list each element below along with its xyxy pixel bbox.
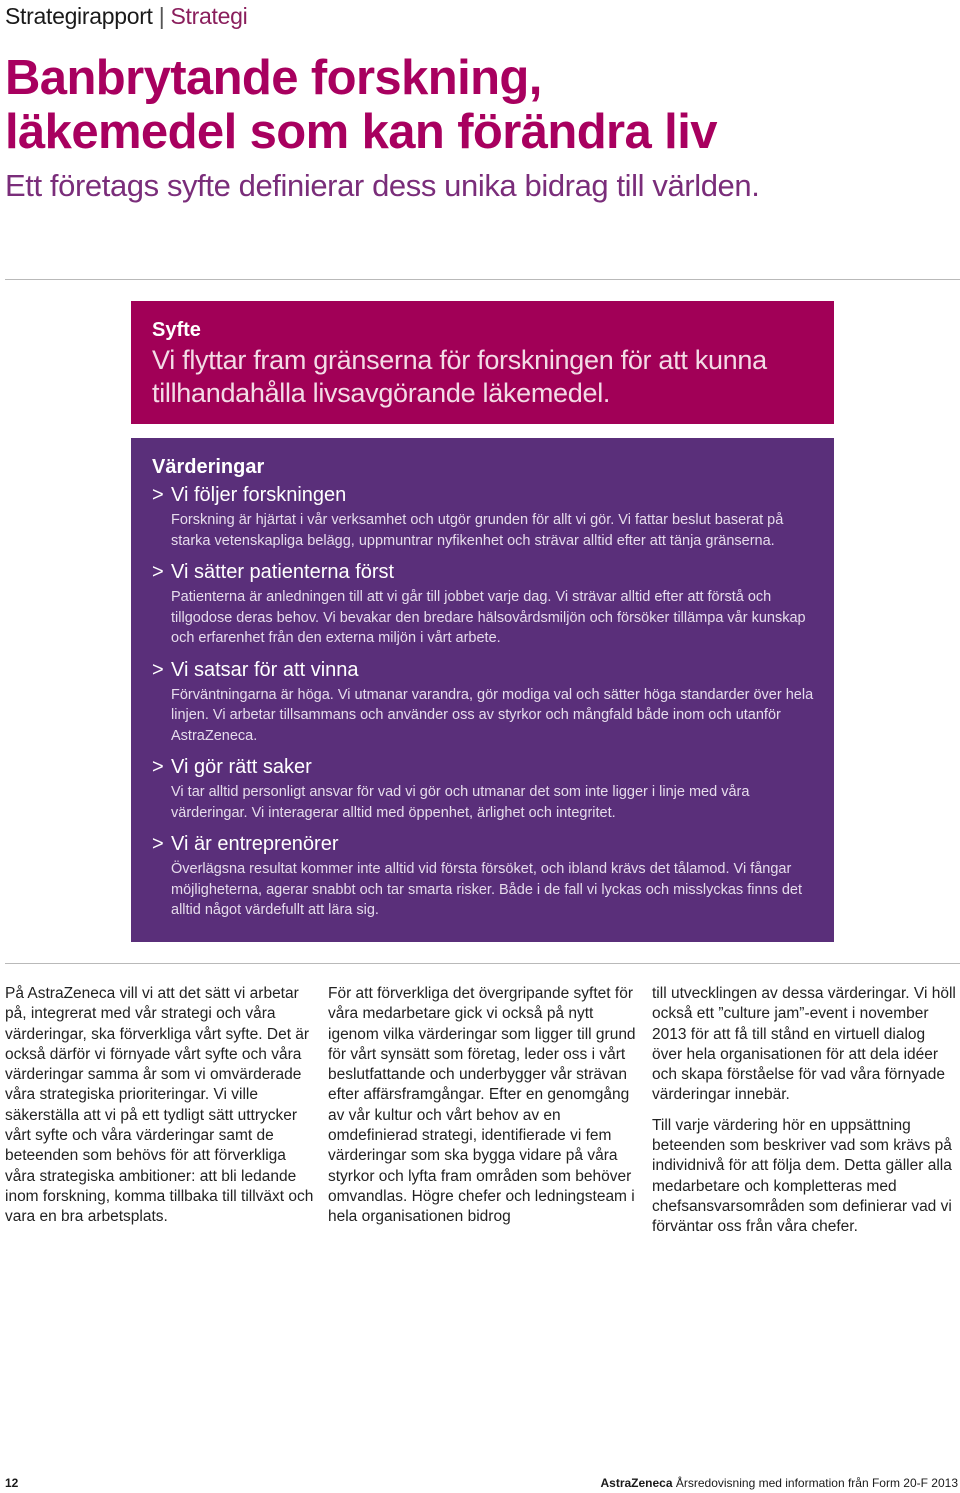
value-description: Patienterna är anledningen till att vi går till jobbet varje dag. Vi strävar alltid efter att förstå och tillgodose deras behov. Vi bevakar den bredare hälsovårdsmiljön och försöker tillämpa vår kunskap och erfarenhet från den externa miljön i vårt arbete. xyxy=(171,589,806,646)
value-heading-text: Vi gör rätt saker xyxy=(171,756,312,778)
value-description: Överlägsna resultat kommer inte alltid vid första försöket, och ibland krävs det tålamod. Vi fångar möjligheterna, agerar snabbt och tar smarta risker. Både i de fall vi lyckas och misslyckas finns det alltid något värdefullt att lära sig. xyxy=(171,861,803,918)
body-paragraph: Till varje värdering hör en uppsättning beteenden som beskriver vad som krävs på individnivå för att följa dem. Detta gäller alla medarbetare och kompletteras med chefsansvarsområden som definierar vad vi förväntar oss från våra chefer. xyxy=(652,1116,952,1236)
value-heading xyxy=(152,560,814,584)
chevron-right-icon: > xyxy=(152,756,164,778)
value-item-patienterna xyxy=(152,560,814,649)
value-heading-text: Vi sätter patienterna först xyxy=(171,561,395,583)
value-heading xyxy=(152,483,814,507)
report-name: Strategirapport xyxy=(5,3,153,29)
purpose-line-1: Vi flyttar fram gränserna för forskningen för att kunna xyxy=(152,345,767,375)
body-column-1 xyxy=(5,984,317,1238)
chevron-right-icon: > xyxy=(152,484,164,506)
values-box xyxy=(131,438,834,942)
values-label: Värderingar xyxy=(152,456,265,478)
footer-brand xyxy=(600,1476,958,1490)
value-item-forskningen xyxy=(152,483,814,551)
body-column-2 xyxy=(328,984,640,1238)
value-item-vinna xyxy=(152,658,814,747)
header-separator: | xyxy=(158,3,165,29)
brand-name: AstraZeneca xyxy=(600,1476,673,1490)
page-subtitle: Ett företags syfte definierar dess unika bidrag till världen. xyxy=(5,168,760,203)
value-heading xyxy=(152,755,814,779)
chevron-right-icon: > xyxy=(152,561,164,583)
purpose-label: Syfte xyxy=(152,319,201,341)
purpose-line-2: tillhandahålla livsavgörande läkemedel. xyxy=(152,378,611,408)
running-header xyxy=(5,3,247,30)
value-description: Förväntningarna är höga. Vi utmanar varandra, gör modiga val och sätter höga standarder över hela linjen. Vi arbetar tillsammans och använder oss av styrkor och mångfald både inom och utanför AstraZeneca. xyxy=(171,686,814,744)
title-line-1: Banbrytande forskning, xyxy=(5,51,542,105)
chevron-right-icon: > xyxy=(152,658,164,681)
purpose-statement xyxy=(152,344,834,410)
value-heading xyxy=(152,832,814,856)
body-paragraph: På AstraZeneca vill vi att det sätt vi arbetar på, integrerat med vår strategi och våra värderingar, ska förverkliga vårt syfte. Det är också därför vi förnyade vårt syfte och våra värderingar samma år som vi omvärderade våra strategiska prioriteringar. Vi ville säkerställa att vi på ett tydligt sätt uttrycker vårt syfte och våra värderingar samt de beteenden som behövs för att förverkliga våra strategiska ambitioner: att bli ledande inom forskning, komma tillbaka till tillväxt och vara en bra arbetsplats. xyxy=(5,985,314,1226)
chevron-right-icon: > xyxy=(152,833,164,855)
document-name: Årsredovisning med information från Form 20-F 2013 xyxy=(675,1476,958,1490)
title-line-2: läkemedel som kan förändra liv xyxy=(5,105,717,159)
page-number: 12 xyxy=(5,1476,19,1490)
purpose-box xyxy=(131,301,834,424)
page-title xyxy=(5,51,717,159)
top-divider xyxy=(5,279,960,280)
body-paragraph: till utvecklingen av dessa värderingar. Vi höll också ett ”culture jam”-event i november 2013 för att få till stånd en virtuell dialog över hela organisationen för att dela idéer och skapa förståelse för vad våra förnyade värderingar innebär. xyxy=(652,985,956,1104)
value-item-entreprenorer xyxy=(152,832,814,921)
value-heading-text: Vi satsar för att vinna xyxy=(171,658,359,681)
body-column-3 xyxy=(652,984,959,1248)
body-divider xyxy=(5,963,960,964)
value-item-ratt-saker xyxy=(152,755,814,823)
value-heading-text: Vi följer forskningen xyxy=(171,484,347,506)
section-name: Strategi xyxy=(170,3,248,29)
value-description: Vi tar alltid personligt ansvar för vad vi gör och utmanar det som inte ligger i linje med våra värderingar. Vi interagerar alltid med öppenhet, ärlighet och integritet. xyxy=(171,784,750,821)
value-description: Forskning är hjärtat i vår verksamhet och utgör grunden för allt vi gör. Vi fattar beslut baserat på starka vetenskapliga belägg, uppmuntrar nyfikenhet och strävar alltid efter att tänja gränserna. xyxy=(171,512,784,549)
value-heading xyxy=(152,658,814,682)
body-paragraph: För att förverkliga det övergripande syftet för våra medarbetare gick vi också på nytt igenom vilka värderingar som ligger till grund för vårt synsätt som företag, leder oss i vårt beslutfattande och underbygger vår strävan efter affärsframgångar. Efter en genomgång av vår kultur och vårt behov av en omdefinierad strategi, identifierade vi fem värderingar som ska bygga vidare på våra styrkor och lyfta fram områden som behöver omvandlas. Högre chefer och ledningsteam i hela organisationen bidrog xyxy=(328,985,636,1226)
value-heading-text: Vi är entreprenörer xyxy=(171,833,339,855)
